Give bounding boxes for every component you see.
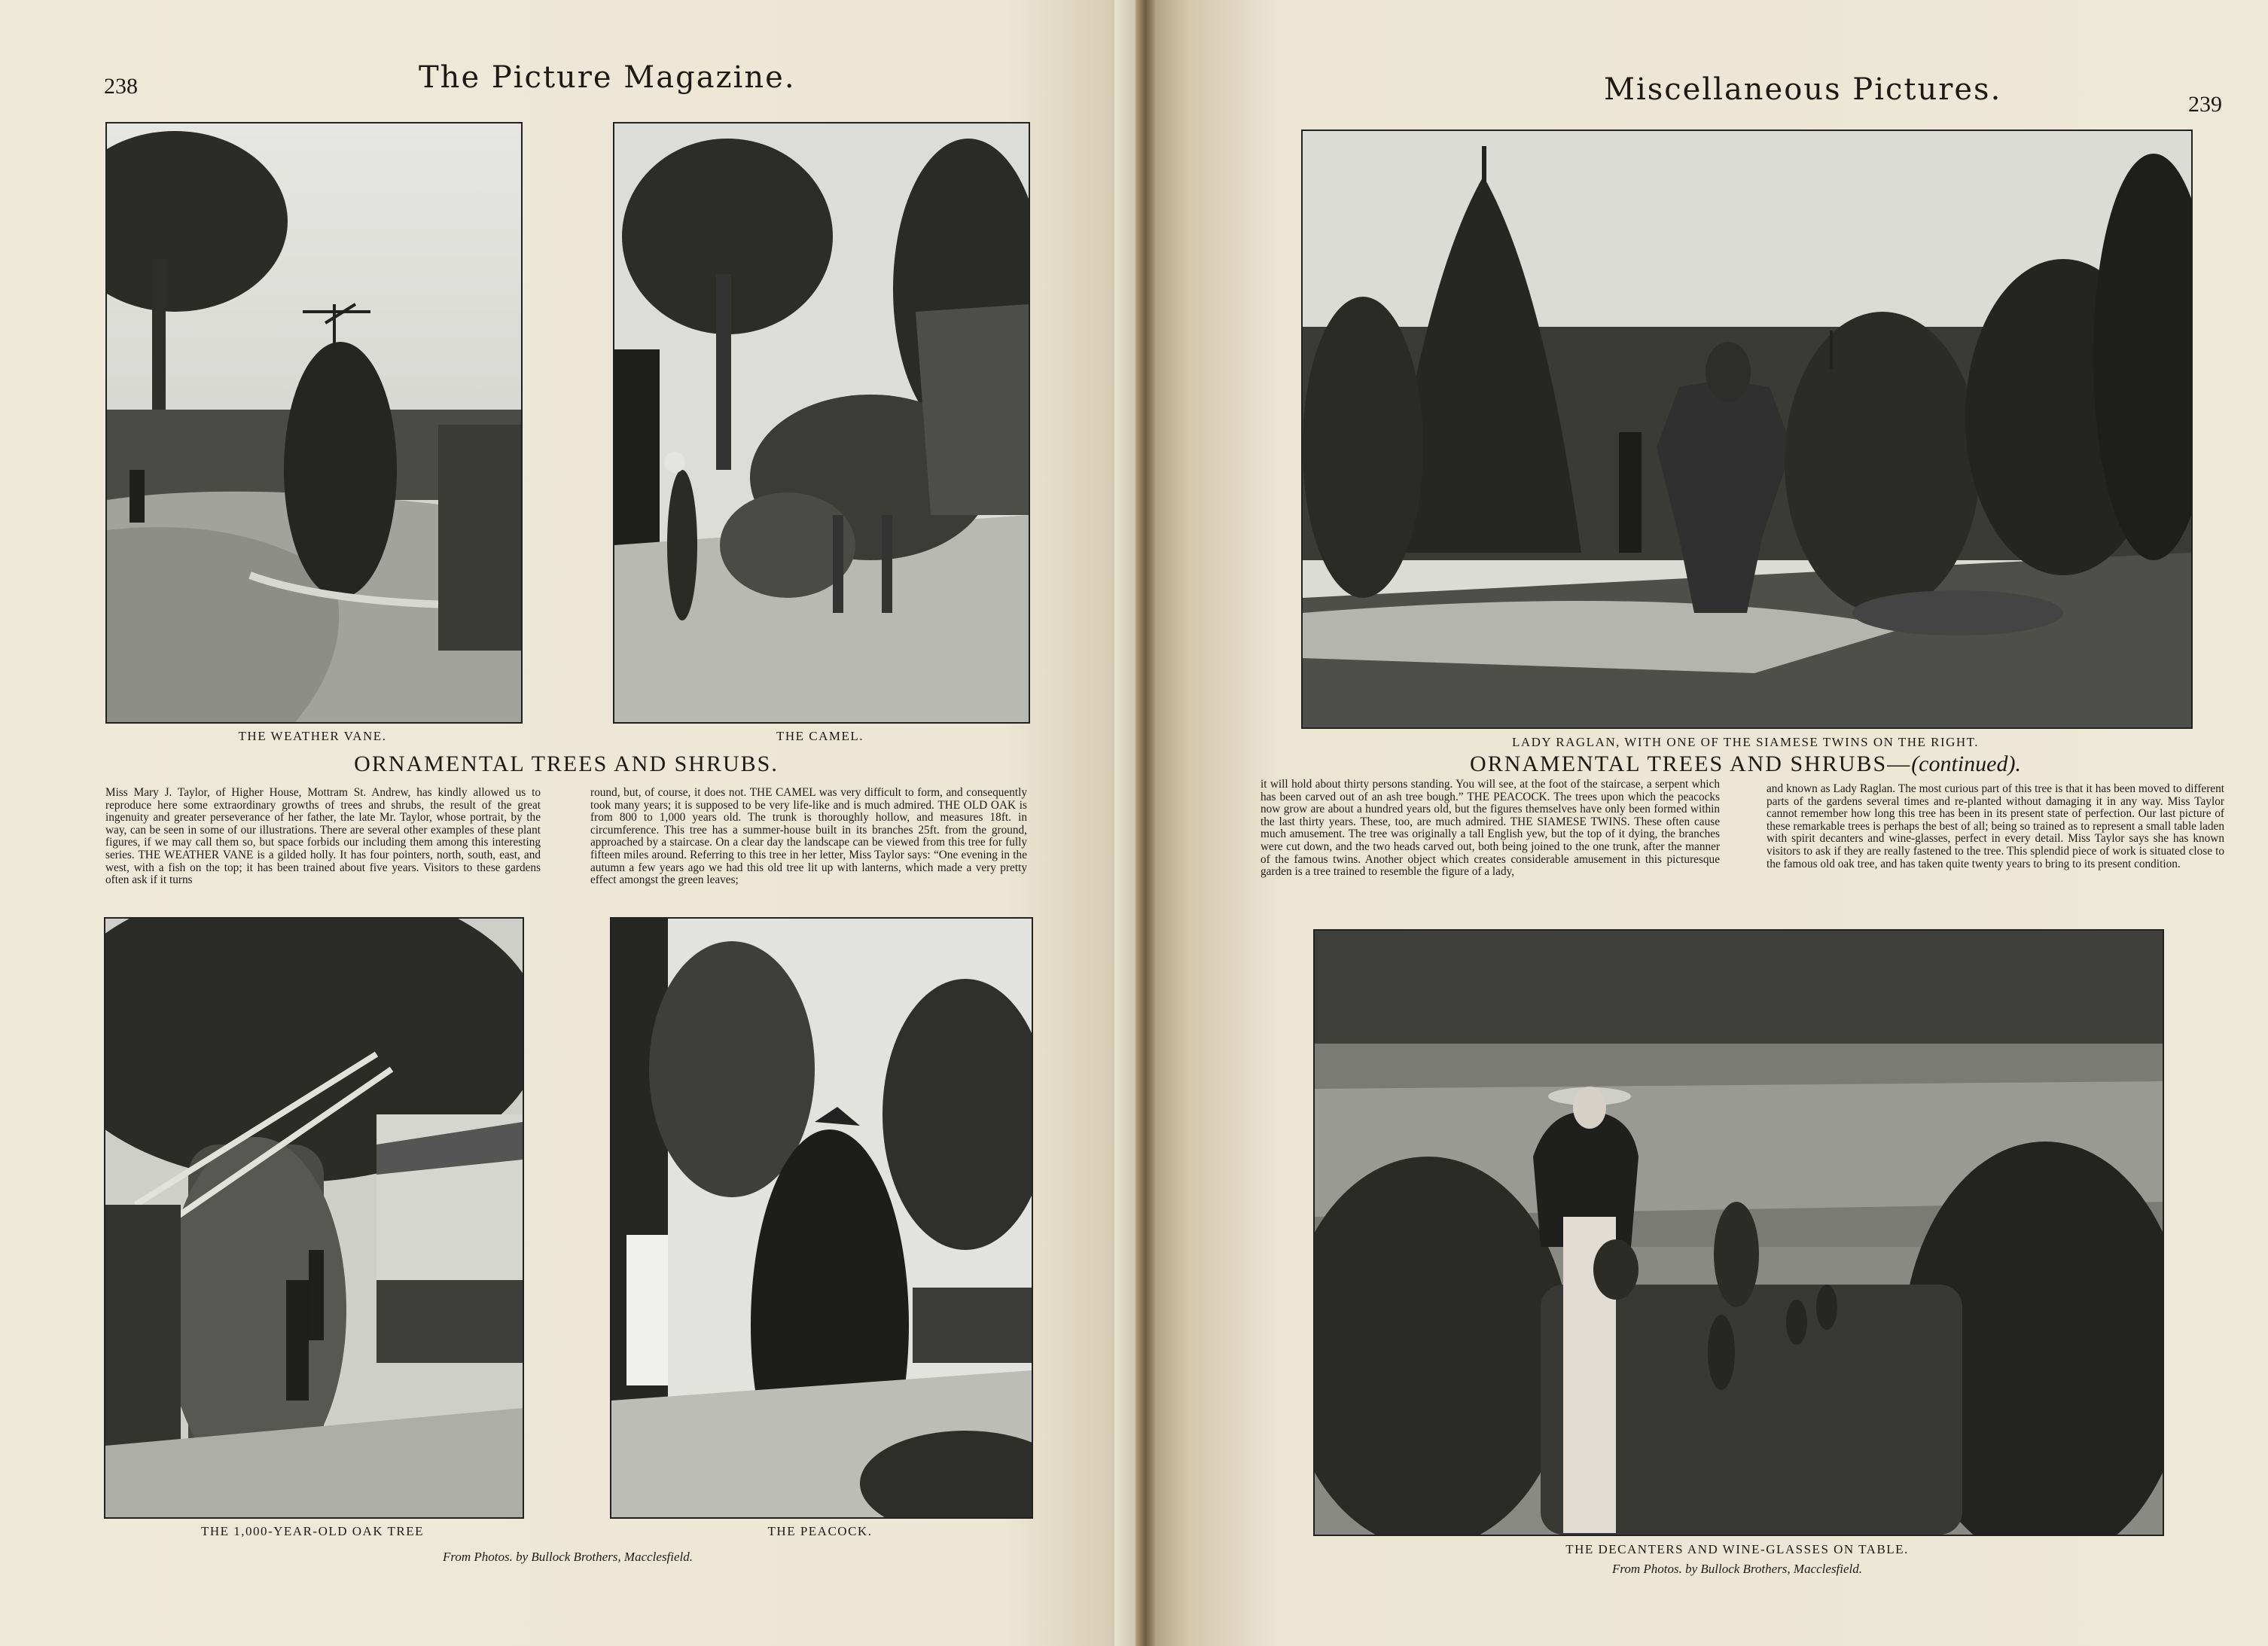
caption-oak-tree: THE 1,000-YEAR-OLD OAK TREE xyxy=(200,1524,425,1538)
page-number-right: 239 xyxy=(2188,92,2222,117)
photo-credit-left: From Photos. by Bullock Brothers, Macclesfield. xyxy=(442,1550,694,1564)
article-title-right-main: ORNAMENTAL TREES AND SHRUBS— xyxy=(1470,751,1912,776)
photo-credit-right: From Photos. by Bullock Brothers, Macclesfield. xyxy=(1611,1562,1863,1576)
article-column-1: Miss Mary J. Taylor, of Higher House, Mottram St. Andrew, has kindly allowed us to reproduce here some extraordinary growths of trees and shrubs, the result of the great ingenuity and greater perseverance of her father, the late Mr. Taylor, whose portrait, by the way, can be seen in some of our illustrations. There are several other examples of these plant figures, if we may call them so, but space forbids our including them among this interesting series. THE WEATHER VANE is a gilded holly. It has four pointers, north, south, east, and west, with a fish on the top; it has been trained about five years. Visitors to these gardens often ask if it turns xyxy=(105,786,541,887)
photo-peacock xyxy=(610,917,1033,1519)
photo-lady-raglan xyxy=(1301,130,2193,729)
page-number-left: 238 xyxy=(104,74,138,99)
caption-camel: THE CAMEL. xyxy=(776,729,864,743)
caption-peacock: THE PEACOCK. xyxy=(767,1524,873,1538)
photo-weather-vane xyxy=(105,122,523,724)
caption-decanters: THE DECANTERS AND WINE-GLASSES ON TABLE. xyxy=(1565,1542,1909,1556)
article-title-left: ORNAMENTAL TREES AND SHRUBS. xyxy=(354,751,779,776)
photo-camel xyxy=(613,122,1030,724)
article-title-right-suffix: (continued). xyxy=(1911,751,2021,776)
photo-oak-tree xyxy=(104,917,524,1519)
caption-weather-vane: THE WEATHER VANE. xyxy=(238,729,387,743)
book-gutter xyxy=(1136,0,1155,1646)
running-head-left: The Picture Magazine. xyxy=(419,60,796,95)
caption-lady-raglan: LADY RAGLAN, WITH ONE OF THE SIAMESE TWINS ON THE RIGHT. xyxy=(1511,735,1980,749)
article-column-3: it will hold about thirty persons standing. You will see, at the foot of the staircase, a serpent which has been carved out of an ash tree bough.” THE PEACOCK. The trees upon which the peacocks now grow are about a hundred years old, but the figures themselves have only been formed within the last thirty years. These, too, are much admired. THE SIAMESE TWINS. These often cause much amusement. The tree was originally a tall English yew, but the top of it dying, the branches were cut down, and the two heads carved out, both being joined to the one trunk, after the manner of the famous twins. Another object which creates considerable amusement in this picturesque garden is a tree trained to resemble the figure of a lady, xyxy=(1261,778,1720,879)
article-column-4: and known as Lady Raglan. The most curious part of this tree is that it has been moved to different parts of the gardens several times and re-planted without damaging it in any way. Miss Taylor cannot remember how long this tree has been in its present state of perfection. Our last picture of these remarkable trees is perhaps the best of all; being so trained as to represent a small table laden with spirit decanters and wine-glasses, perfect in every detail. Miss Taylor says she has known visitors to ask if they are really fastened to the tree. This splendid piece of work is situated close to the famous old oak tree, and has taken quite twenty years to bring to its present condition. xyxy=(1767,782,2224,870)
running-head-right: Miscellaneous Pictures. xyxy=(1604,72,2002,107)
article-title-right xyxy=(1301,751,2190,777)
photo-decanters xyxy=(1313,929,2164,1536)
article-column-2: round, but, of course, it does not. THE CAMEL was very difficult to form, and consequently took many years; it is supposed to be very life-like and is much admired. THE OLD OAK is from 800 to 1,000 years old. The trunk is thoroughly hollow, and measures 18ft. in circumference. This tree has a summer-house built in its branches 25ft. from the ground, approached by a staircase. On a clear day the landscape can be viewed from this tree for fully fifteen miles around. Referring to this tree in her letter, Miss Taylor says: “One evening in the autumn a few years ago we had this old tree lit up with lanterns, which made a very pretty effect amongst the green leaves; xyxy=(590,786,1027,887)
